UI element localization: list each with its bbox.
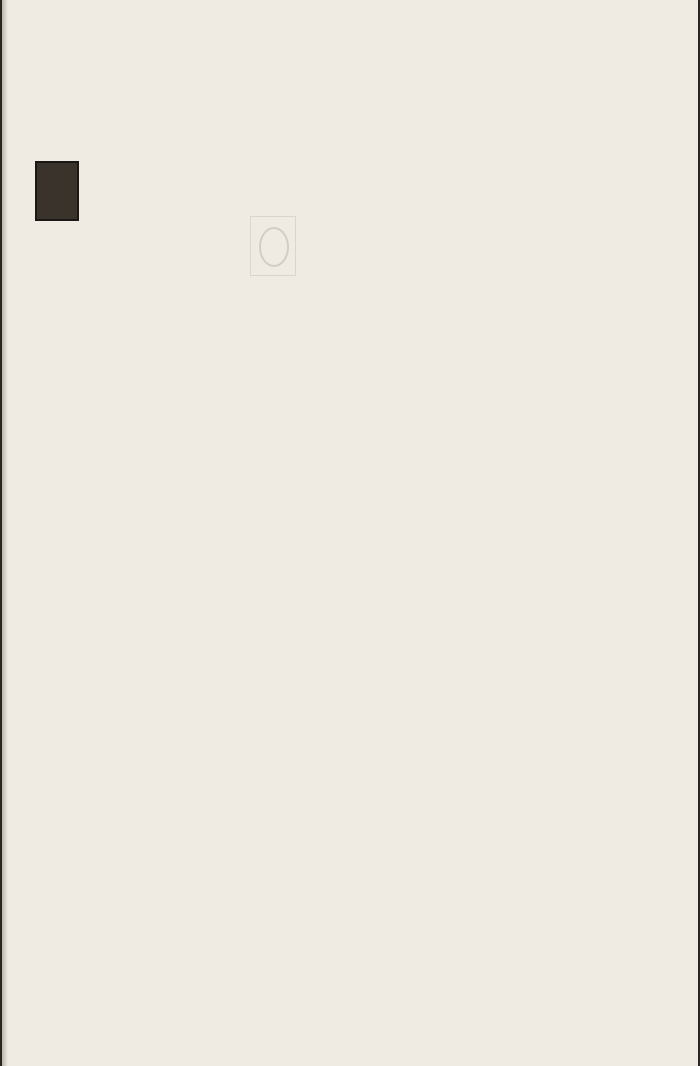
heading-line	[32, 112, 304, 128]
book-page	[2, 0, 698, 1066]
page-gutter-shadow	[2, 0, 8, 1066]
decorated-initial	[35, 161, 79, 221]
printers-ornament-mark	[250, 216, 296, 276]
heading-line	[32, 128, 304, 144]
chapter-heading	[32, 112, 304, 143]
left-column	[32, 94, 304, 157]
